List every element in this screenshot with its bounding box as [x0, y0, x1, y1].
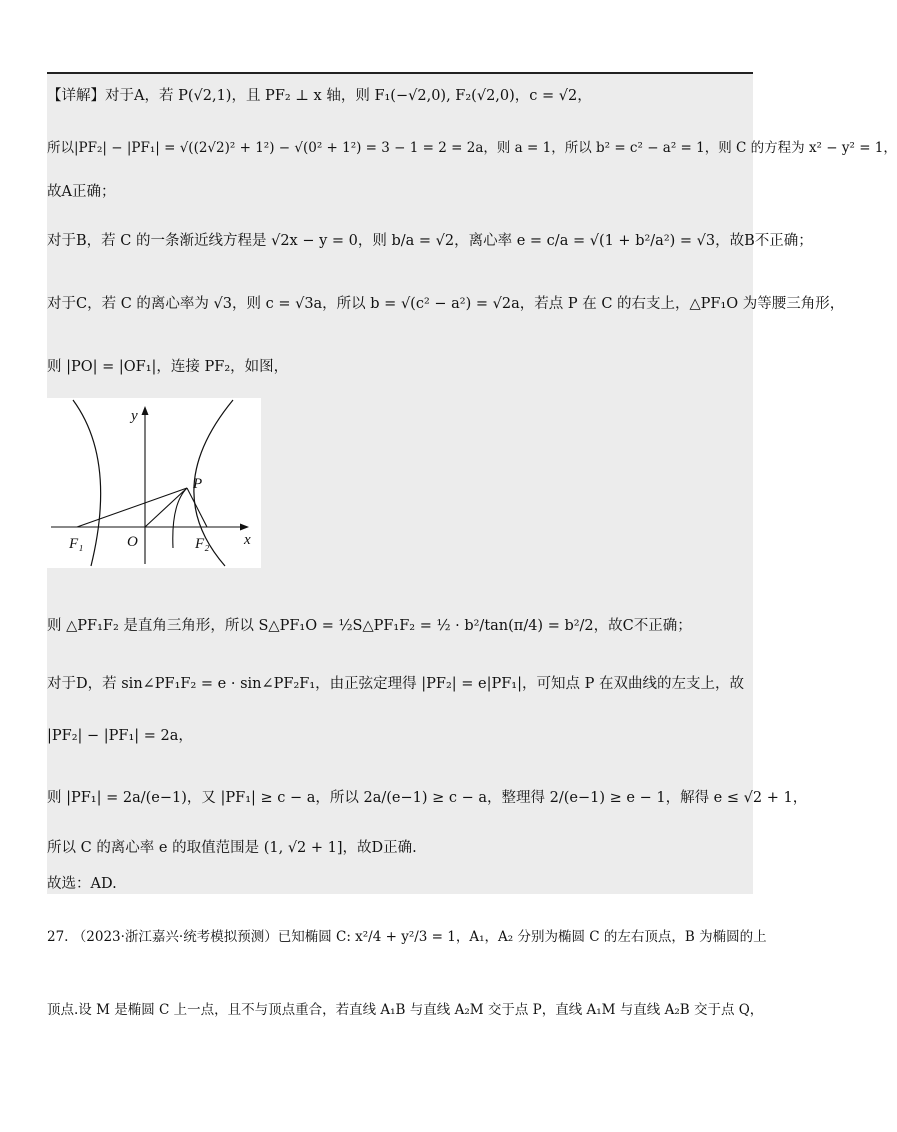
label-x: x	[244, 532, 251, 548]
x-axis-arrow	[240, 524, 249, 531]
hyperbola-diagram	[47, 398, 261, 568]
solution-line-10: 则 |PF₁| = 2a/(e−1)，又 |PF₁| ≥ c − a，所以 2a/(e−1) ≥ c − a，整理得 2/(e−1) ≥ e − 1，解得 e ≤ √2 + 1，	[47, 790, 808, 806]
solution-line-2: 所以|PF₂| − |PF₁| = √((2√2)² + 1²) − √(0² + 1²) = 3 − 1 = 2 = 2a，则 a = 1，所以 b² = c² − a² = 1，则 C 的方程为 x² − y² = 1，	[47, 140, 897, 156]
solution-line-7: 则 △PF₁F₂ 是直角三角形，所以 S△PF₁O = ½S△PF₁F₂ = ½ · b²/tan(π/4) = b²/2，故C不正确；	[47, 618, 692, 634]
solution-line-4: 对于B，若 C 的一条渐近线方程是 √2x − y = 0，则 b/a = √2，离心率 e = c/a = √(1 + b²/a²) = √3，故B不正确；	[47, 233, 813, 249]
label-p: P	[193, 476, 203, 492]
problem-27-line-1: 27. （2023·浙江嘉兴·统考模拟预测）已知椭圆 C: x²/4 + y²/3 = 1，A₁，A₂ 分别为椭圆 C 的左右顶点，B 为椭圆的上	[47, 929, 767, 945]
solution-line-12: 故选：AD.	[47, 876, 117, 892]
segment-p-f2	[187, 488, 207, 527]
solution-block	[47, 74, 897, 894]
solution-line-8: 对于D，若 sin∠PF₁F₂ = e · sin∠PF₂F₁，由正弦定理得 |PF₂| = e|PF₁|，可知点 P 在双曲线的左支上，故	[47, 676, 744, 692]
label-y: y	[131, 408, 138, 424]
solution-line-5: 对于C，若 C 的离心率为 √3，则 c = √3a，所以 b = √(c² − a²) = √2a，若点 P 在 C 的右支上，△PF₁O 为等腰三角形，	[47, 296, 845, 312]
hyperbola-figure	[47, 398, 261, 568]
label-f1: F₁	[69, 536, 84, 552]
solution-line-3: 故A正确；	[47, 184, 116, 200]
solution-line-1: 【详解】对于A，若 P(√2,1)，且 PF₂ ⊥ x 轴，则 F₁(−√2,0), F₂(√2,0)，c = √2，	[47, 88, 592, 104]
solution-line-11: 所以 C 的离心率 e 的取值范围是 (1, √2 + 1]，故D正确.	[47, 840, 417, 856]
segment-o-p	[145, 488, 187, 527]
circle-arc	[173, 488, 187, 548]
label-f2: F₂	[195, 536, 210, 552]
solution-line-6: 则 |PO| = |OF₁|，连接 PF₂，如图，	[47, 359, 289, 375]
y-axis-arrow	[142, 406, 149, 415]
problem-27-line-2: 顶点.设 M 是椭圆 C 上一点，且不与顶点重合，若直线 A₁B 与直线 A₂M 交于点 P，直线 A₁M 与直线 A₂B 交于点 Q，	[47, 1002, 764, 1018]
solution-line-9: |PF₂| − |PF₁| = 2a，	[47, 728, 193, 744]
label-o: O	[127, 534, 138, 550]
segment-f1-p	[77, 488, 187, 527]
